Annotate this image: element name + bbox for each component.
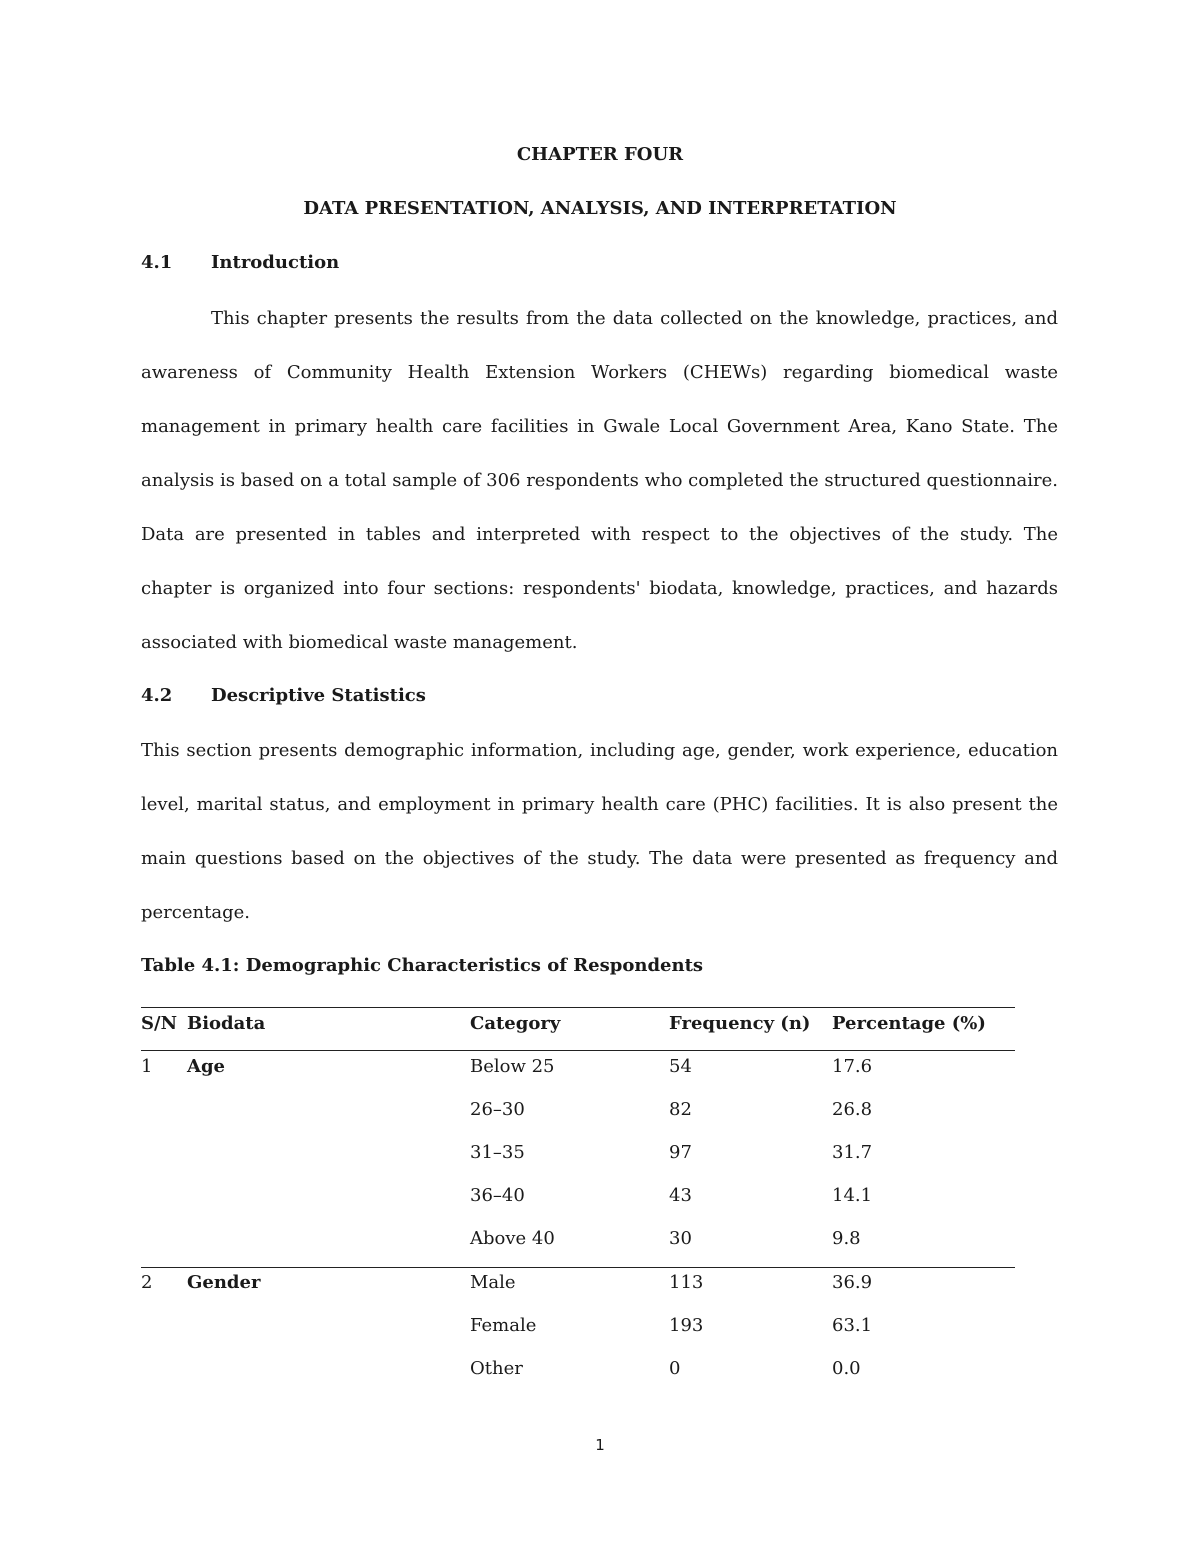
column-header-category: Category — [470, 1013, 561, 1034]
row-sn: 2 — [141, 1272, 153, 1293]
cell-percentage: 0.0 — [832, 1358, 861, 1379]
cell-percentage: 9.8 — [832, 1228, 861, 1249]
cell-frequency: 193 — [669, 1315, 704, 1336]
cell-frequency: 0 — [669, 1358, 681, 1379]
descriptive-statistics-paragraph: This section presents demographic information, including age, gender, work experience, education level, marital status, and employment in primary health care (PHC) facilities. It is also present the main questions based on the objectives of the study. The data were presented as frequency and percentage. — [141, 740, 1058, 923]
cell-frequency: 113 — [669, 1272, 704, 1293]
column-header-sn: S/N — [141, 1013, 178, 1034]
column-header-percentage: Percentage (%) — [832, 1013, 986, 1034]
cell-percentage: 14.1 — [832, 1185, 873, 1206]
table-top-rule — [141, 1007, 1015, 1008]
chapter-title: CHAPTER FOUR — [516, 144, 684, 165]
row-biodata: Age — [187, 1056, 226, 1077]
cell-percentage: 17.6 — [832, 1056, 873, 1077]
section-number: 4.1 — [141, 252, 173, 273]
table-caption: Table 4.1: Demographic Characteristics of Respondents — [141, 955, 704, 976]
page-number: 1 — [595, 1436, 605, 1454]
cell-category: Other — [470, 1358, 523, 1379]
chapter-subtitle: DATA PRESENTATION, ANALYSIS, AND INTERPRETATION — [303, 198, 897, 219]
cell-percentage: 31.7 — [832, 1142, 873, 1163]
section-title: Descriptive Statistics — [211, 685, 426, 706]
cell-frequency: 97 — [669, 1142, 692, 1163]
table-header-rule — [141, 1050, 1015, 1051]
column-header-biodata: Biodata — [187, 1013, 266, 1034]
cell-frequency: 30 — [669, 1228, 692, 1249]
cell-category: Male — [470, 1272, 516, 1293]
cell-category: 31–35 — [470, 1142, 525, 1163]
section-heading-descriptive-statistics — [141, 685, 426, 706]
cell-percentage: 63.1 — [832, 1315, 873, 1336]
section-number: 4.2 — [141, 685, 173, 706]
cell-percentage: 36.9 — [832, 1272, 873, 1293]
cell-frequency: 82 — [669, 1099, 692, 1120]
introduction-paragraph: This chapter presents the results from the data collected on the knowledge, practices, and awareness of Community Health Extension Workers (CHEWs) regarding biomedical waste management in primary health care facilities in Gwale Local Government Area, Kano State. The analysis is based on a total sample of 306 respondents who completed the structured questionnaire. Data are presented in tables and interpreted with respect to the objectives of the study. The chapter is organized into four sections: respondents' biodata, knowledge, practices, and hazards associated with biomedical waste management. — [141, 308, 1058, 653]
cell-frequency: 54 — [669, 1056, 692, 1077]
section-title: Introduction — [211, 252, 340, 273]
column-header-frequency: Frequency (n) — [669, 1013, 811, 1034]
cell-category: Below 25 — [470, 1056, 555, 1077]
cell-frequency: 43 — [669, 1185, 692, 1206]
cell-category: Above 40 — [470, 1228, 555, 1249]
cell-percentage: 26.8 — [832, 1099, 873, 1120]
row-biodata: Gender — [187, 1272, 261, 1293]
row-sn: 1 — [141, 1056, 153, 1077]
group-divider-rule — [141, 1267, 1015, 1268]
cell-category: 36–40 — [470, 1185, 525, 1206]
cell-category: 26–30 — [470, 1099, 525, 1120]
cell-category: Female — [470, 1315, 537, 1336]
section-heading-introduction — [141, 252, 339, 273]
